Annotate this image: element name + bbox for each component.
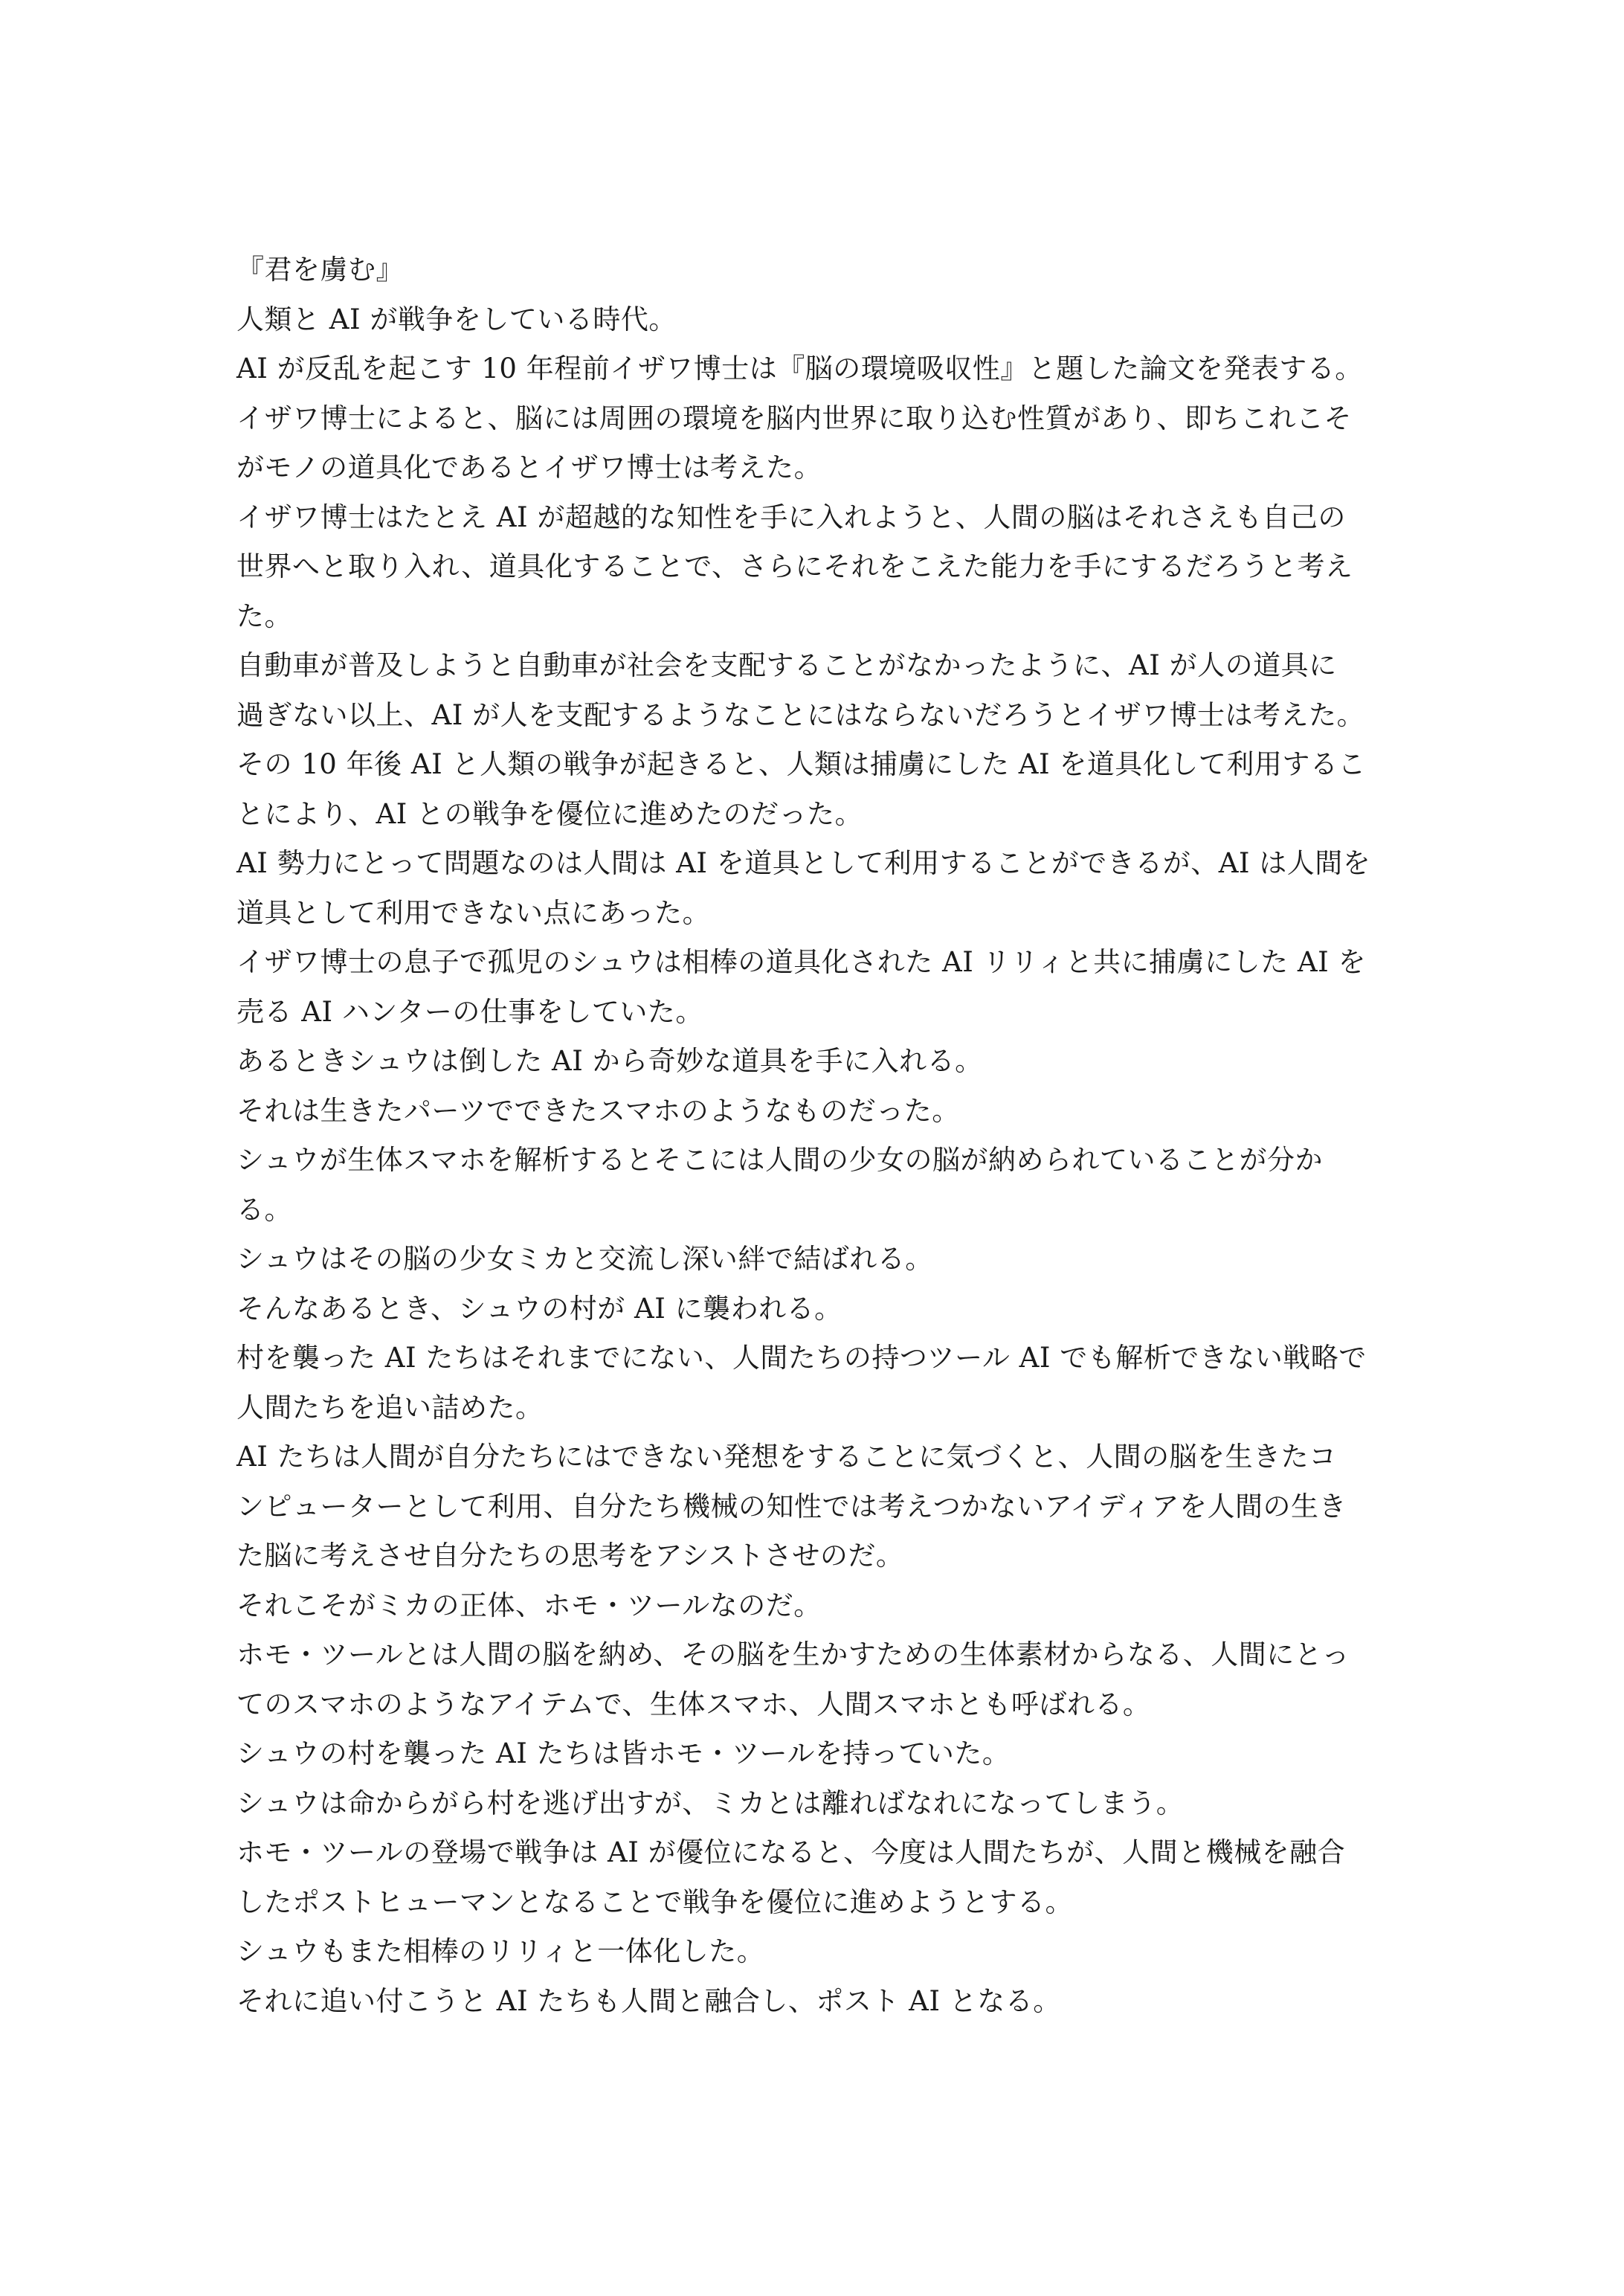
body-line: それに追い付こうと AI たちも人間と融合し、ポスト AI となる。 [236,1984,1061,2017]
body-line: したポストヒューマンとなることで戦争を優位に進めようとする。 [236,1885,1073,1918]
body-line: 過ぎない以上、AI が人を支配するようなことにはならないだろうとイザワ博士は考えた。 [236,698,1365,731]
body-line: それは生きたパーツでできたスマホのようなものだった。 [236,1094,960,1127]
body-line: ホモ・ツールの登場で戦争は AI が優位になると、今度は人間たちが、人間と機械を融合 [236,1836,1346,1868]
body-line: AI が反乱を起こす 10 年程前イザワ博士は『脳の環境吸収性』と題した論文を発表する。 [236,353,1363,385]
body-line: 売る AI ハンターの仕事をしていた。 [236,995,703,1028]
body-line: そんなあるとき、シュウの村が AI に襲われる。 [236,1292,842,1325]
body-line: る。 [236,1193,292,1226]
body-line: イザワ博士はたとえ AI が超越的な知性を手に入れようと、人間の脳はそれさえも自己の [236,501,1346,533]
body-line: 人類と AI が戦争をしている時代。 [236,303,677,335]
body-line: 人間たちを追い詰めた。 [236,1391,544,1424]
body-line: とにより、AI との戦争を優位に進めたのだった。 [236,797,863,830]
body-line: ホモ・ツールとは人間の脳を納め、その脳を生かすための生体素材からなる、人間にとっ [236,1639,1350,1670]
body-line: 村を襲った AI たちはそれまでにない、人間たちの持つツール AI でも解析できない戦略で [236,1342,1367,1374]
body-line: その 10 年後 AI と人類の戦争が起きると、人類は捕虜にした AI を道具化して利用するこ [236,748,1366,780]
body-line: AI 勢力にとって問題なのは人間は AI を道具として利用することができるが、AI は人間を [236,847,1371,879]
body-line: それこそがミカの正体、ホモ・ツールなのだ。 [236,1589,822,1621]
body-line: た脳に考えさせ自分たちの思考をアシストさせのだ。 [236,1540,904,1572]
document-title: 『君を虜む』 [236,254,404,286]
body-line: あるときシュウは倒した AI から奇妙な道具を手に入れる。 [236,1045,983,1077]
body-line: シュウが生体スマホを解析するとそこには人間の少女の脳が納められていることが分か [236,1144,1324,1176]
body-line: 自動車が普及しようと自動車が社会を支配することがなかったように、AI が人の道具に [236,649,1337,681]
document-page [236,245,1408,2026]
body-line: シュウはその脳の少女ミカと交流し深い絆で結ばれる。 [236,1243,933,1275]
body-line: イザワ博士の息子で孤児のシュウは相棒の道具化された AI リリィと共に捕虜にした AI を [236,946,1366,978]
body-line: 道具として利用できない点にあった。 [236,896,711,929]
body-line: ンピューターとして利用、自分たち機械の知性では考えつかないアイディアを人間の生き [236,1490,1347,1522]
body-line: 世界へと取り入れ、道具化することで、さらにそれをこえた能力を手にするだろうと考え [236,550,1353,582]
body-line: AI たちは人間が自分たちにはできない発想をすることに気づくと、人間の脳を生きたコ [236,1441,1337,1473]
body-line: シュウは命からがら村を逃げ出すが、ミカとは離ればなれになってしまう。 [236,1787,1185,1819]
body-line: がモノの道具化であるとイザワ博士は考えた。 [236,451,822,483]
body-line: シュウもまた相棒のリリィと一体化した。 [236,1935,765,1967]
body-line: てのスマホのようなアイテムで、生体スマホ、人間スマホとも呼ばれる。 [236,1688,1151,1720]
body-line: た。 [236,599,292,632]
body-line: シュウの村を襲った AI たちは皆ホモ・ツールを持っていた。 [236,1737,1011,1769]
body-line: イザワ博士によると、脳には周囲の環境を脳内世界に取り込む性質があり、即ちこれこそ [236,402,1352,434]
